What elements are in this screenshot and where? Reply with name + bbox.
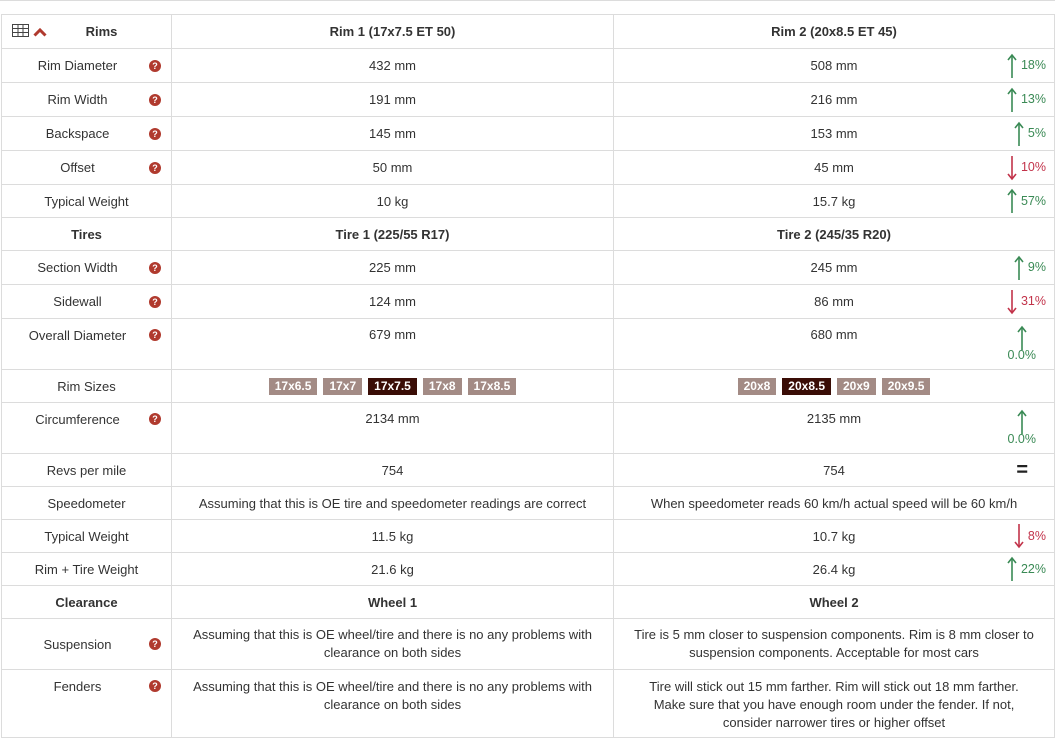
tire2-value: 754: [823, 462, 845, 478]
rim-size-chip[interactable]: 17x8.5: [468, 378, 517, 395]
tire2-value: 245 mm: [810, 260, 858, 275]
table-row: [2, 185, 1055, 218]
wheel1-value-cell: [172, 619, 614, 670]
row-label: Section Width: [37, 260, 118, 275]
arrow-up-icon: [1014, 121, 1024, 147]
help-icon[interactable]: ?: [149, 262, 161, 274]
table-row: [2, 403, 1055, 454]
rim-size-chips-1: [172, 370, 614, 403]
diff-percent: 22%: [1020, 561, 1046, 576]
wheel2-value-cell: [614, 670, 1055, 738]
tire2-value-cell: [614, 251, 1055, 285]
rim1-value: 50 mm: [172, 151, 614, 185]
help-icon[interactable]: ?: [149, 329, 161, 341]
diff-percent: 9%: [1027, 260, 1046, 274]
diff-up: [1014, 120, 1046, 148]
tire2-value-cell: [614, 553, 1055, 586]
row-label: Speedometer: [2, 487, 172, 520]
arrow-down-icon: [1007, 289, 1017, 315]
equal-sign: =: [1016, 459, 1028, 481]
diff-down: [1014, 522, 1046, 550]
help-icon[interactable]: ?: [149, 638, 161, 650]
diff-percent: 8%: [1027, 528, 1046, 543]
tire1-header: Tire 1 (225/55 R17): [172, 218, 614, 251]
tire2-value: 86 mm: [814, 294, 854, 309]
wheel1-value-cell: [172, 670, 614, 738]
rims-header-row: [2, 15, 1055, 49]
help-icon[interactable]: ?: [149, 296, 161, 308]
row-label-cell: [2, 319, 172, 370]
table-icon[interactable]: [12, 24, 29, 41]
row-label: Revs per mile: [2, 454, 172, 487]
table-row: [2, 670, 1055, 738]
row-label: Rim + Tire Weight: [2, 553, 172, 586]
row-label-cell: [2, 670, 172, 738]
rim2-value: 15.7 kg: [812, 193, 856, 209]
rim2-header: Rim 2 (20x8.5 ET 45): [614, 15, 1055, 49]
rim2-value: 45 mm: [814, 160, 854, 175]
help-icon[interactable]: ?: [149, 413, 161, 425]
rim1-value: 145 mm: [172, 117, 614, 151]
row-label: Backspace: [45, 126, 110, 141]
diff-percent: 0.0%: [1007, 432, 1036, 446]
rim2-value: 216 mm: [810, 92, 858, 107]
row-label: Circumference: [35, 412, 120, 427]
diff-up: [1008, 325, 1037, 365]
table-row: [2, 117, 1055, 151]
diff-up: [1014, 254, 1046, 282]
tire2-value: 26.4 kg: [812, 561, 856, 577]
rim2-value: 153 mm: [810, 126, 858, 141]
diff-up: [1007, 52, 1046, 80]
row-label-cell: [2, 285, 172, 319]
chevron-up-icon[interactable]: [33, 24, 47, 41]
table-row: [2, 454, 1055, 487]
diff-percent: 31%: [1020, 294, 1046, 308]
row-label-cell: [2, 619, 172, 670]
row-label: Rim Width: [47, 92, 108, 107]
row-label: Overall Diameter: [28, 328, 127, 343]
diff-percent: 18%: [1020, 58, 1046, 72]
rim2-value-cell: [614, 117, 1055, 151]
clearance-header-row: [2, 586, 1055, 619]
tires-header-row: [2, 218, 1055, 251]
arrow-down-icon: [1014, 523, 1024, 549]
table-row: [2, 49, 1055, 83]
rim-size-chip-selected[interactable]: 17x7.5: [368, 378, 417, 395]
tire2-header: Tire 2 (245/35 R20): [614, 218, 1055, 251]
tire2-value-cell: [614, 454, 1055, 487]
wheel2-value-cell: [614, 619, 1055, 670]
tire2-value-cell: [614, 403, 1055, 454]
arrow-up-icon: [1014, 255, 1024, 281]
rim-size-chip[interactable]: 17x8: [423, 378, 462, 395]
wheel2-header: Wheel 2: [614, 586, 1055, 619]
tire2-value-cell: [614, 285, 1055, 319]
tire1-value: 679 mm: [172, 319, 614, 370]
tire1-value: 124 mm: [172, 285, 614, 319]
tire2-value-cell: [614, 319, 1055, 370]
diff-percent: 13%: [1020, 92, 1046, 106]
tire2-value: 10.7 kg: [812, 528, 856, 544]
wheel1-header: Wheel 1: [172, 586, 614, 619]
rim2-value: 508 mm: [810, 58, 858, 73]
row-label: Offset: [60, 160, 95, 175]
rim-size-chip[interactable]: 20x8: [738, 378, 777, 395]
row-label: Rim Diameter: [37, 58, 118, 73]
table-row: [2, 151, 1055, 185]
diff-up: [1007, 86, 1046, 114]
row-label: Rim Sizes: [2, 370, 172, 403]
arrow-down-icon: [1007, 155, 1017, 181]
clearance-section-title: Clearance: [2, 586, 172, 619]
diff-percent: 10%: [1020, 160, 1046, 174]
arrow-up-icon: [1007, 556, 1017, 582]
diff-percent: 0.0%: [1007, 348, 1036, 362]
rim-size-chips-2: [614, 370, 1055, 403]
rim1-header: Rim 1 (17x7.5 ET 50): [172, 15, 614, 49]
table-row: [2, 285, 1055, 319]
rims-header-cell: [2, 15, 172, 49]
rim1-value: 191 mm: [172, 83, 614, 117]
help-icon[interactable]: ?: [149, 680, 161, 692]
rim1-value: 432 mm: [172, 49, 614, 83]
tire2-value: When speedometer reads 60 km/h actual speed will be 60 km/h: [614, 487, 1055, 520]
table-row: [2, 251, 1055, 285]
row-label: Typical Weight: [2, 520, 172, 553]
rim-size-chip-selected[interactable]: 20x8.5: [782, 378, 831, 395]
diff-up: [1008, 409, 1037, 449]
row-label-cell: [2, 251, 172, 285]
tire1-value: 21.6 kg: [172, 553, 614, 586]
tire2-value: 680 mm: [810, 327, 858, 342]
tire2-value-cell: [614, 520, 1055, 553]
tire1-value: Assuming that this is OE tire and speedometer readings are correct: [172, 487, 614, 520]
rim-size-chip[interactable]: 17x6.5: [269, 378, 318, 395]
table-row: [2, 319, 1055, 370]
rim2-value-cell: [614, 185, 1055, 218]
top-spacer: [0, 0, 1055, 14]
wheel2-value: Tire will stick out 15 mm farther. Rim will stick out 18 mm farther. Make sure that you have enough room under the fender. If not, consider narrower tires or higher offset: [649, 679, 1019, 730]
table-row: [2, 83, 1055, 117]
diff-up: [1007, 555, 1046, 583]
row-label: Sidewall: [53, 294, 102, 309]
row-label: Typical Weight: [2, 185, 172, 218]
diff-percent: 57%: [1020, 193, 1046, 208]
rim-size-chip[interactable]: 20x9.5: [882, 378, 931, 395]
diff-down: [1007, 288, 1046, 316]
diff-up: [1007, 187, 1046, 215]
tire1-value: 754: [172, 454, 614, 487]
arrow-up-icon: [1007, 188, 1017, 214]
help-icon[interactable]: ?: [149, 128, 161, 140]
row-label: Fenders: [53, 679, 102, 694]
table-row: [2, 553, 1055, 586]
row-label: Suspension: [43, 636, 112, 652]
help-icon[interactable]: ?: [149, 94, 161, 106]
table-row: [2, 520, 1055, 553]
row-label-cell: [2, 49, 172, 83]
row-label-cell: [2, 117, 172, 151]
tire1-value: 225 mm: [172, 251, 614, 285]
rim1-value: 10 kg: [172, 185, 614, 218]
help-icon[interactable]: ?: [149, 60, 161, 72]
rim2-value-cell: [614, 83, 1055, 117]
row-label-cell: [2, 403, 172, 454]
help-icon[interactable]: ?: [149, 162, 161, 174]
wheel1-value: Assuming that this is OE wheel/tire and there is no any problems with clearance on both sides: [193, 679, 592, 712]
comparison-table: [1, 14, 1055, 738]
rim-size-chip[interactable]: 20x9: [837, 378, 876, 395]
table-row: [2, 487, 1055, 520]
tires-section-title: Tires: [2, 218, 172, 251]
diff-down: [1007, 154, 1046, 182]
row-label-cell: [2, 83, 172, 117]
tire1-value: 11.5 kg: [172, 520, 614, 553]
wheel2-value: Tire is 5 mm closer to suspension components. Rim is 8 mm closer to suspension components. Acceptable for most cars: [634, 627, 1034, 660]
table-row: [2, 619, 1055, 670]
arrow-up-icon: [1007, 53, 1017, 79]
arrow-up-icon: [1007, 87, 1017, 113]
rim2-value-cell: [614, 151, 1055, 185]
rims-section-title: Rims: [85, 24, 118, 39]
rim-sizes-row: [2, 370, 1055, 403]
row-label-cell: [2, 151, 172, 185]
diff-percent: 5%: [1027, 126, 1046, 140]
wheel1-value: Assuming that this is OE wheel/tire and there is no any problems with clearance on both sides: [193, 627, 592, 660]
tire1-value: 2134 mm: [172, 403, 614, 454]
tire2-value: 2135 mm: [806, 411, 862, 426]
rim-size-chip[interactable]: 17x7: [323, 378, 362, 395]
rim2-value-cell: [614, 49, 1055, 83]
